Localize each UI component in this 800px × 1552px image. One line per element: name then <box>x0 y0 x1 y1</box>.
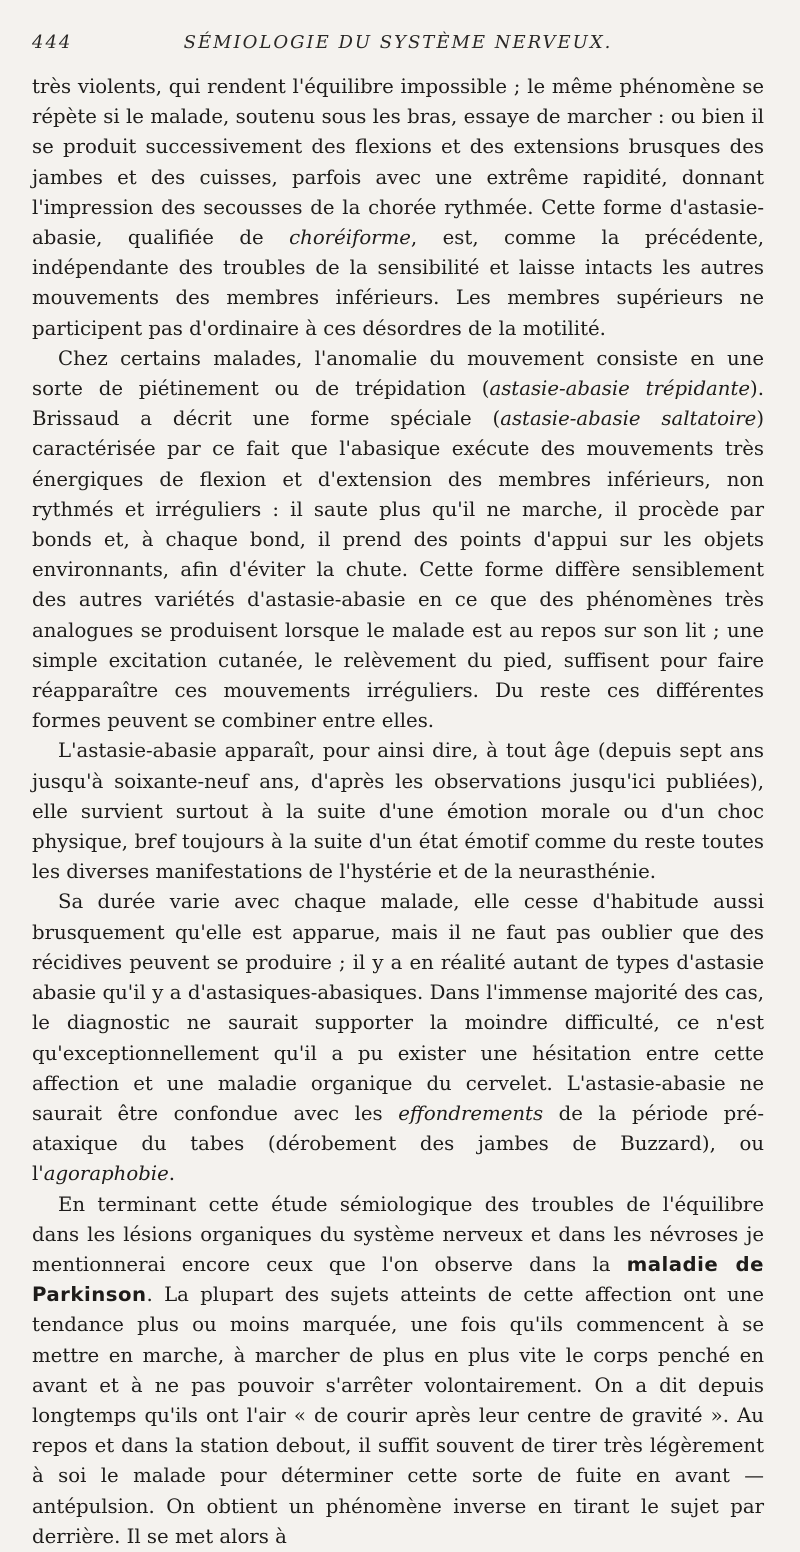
text-run: très violents, qui rendent l'équilibre impossible ; le même phénomène se répète si le malade, soutenu sous les bras, essaye de marcher : ou bien il se produit successivement des flexions et des extensions brusques des jambes et des cuisses, parfois avec une extrême rapidité, donnant l'impression des secousses de la chorée rythmée. Cette forme d'astasie-abasie, qualifiée de <box>32 75 764 250</box>
text-run: . La plupart des sujets atteints de cette affection ont une tendance plus ou moins marquée, une fois qu'ils commencent à se mettre en marche, à marcher de plus en plus vite le corps penché en avant et à ne pas pouvoir s'arrêter volontairement. On a dit depuis longtemps qu'ils ont l'air « de courir après leur centre de gravité ». Au repos et dans la station debout, il suffit souvent de tirer très légèrement à soi le malade pour déterminer cette sorte de fuite en avant — antépulsion. On obtient un phénomène inverse en tirant le sujet par derrière. Il se met alors à <box>32 1283 764 1548</box>
paragraph-parkinson <box>32 1190 764 1552</box>
italic-term: choréiforme <box>289 226 411 250</box>
page-number: 444 <box>32 32 73 53</box>
text-run: ) caractérisée par ce fait que l'abasique exécute des mouvements très énergiques de flexion et d'extension des membres inférieurs, non rythmés et irréguliers : il saute plus qu'il ne marche, il procède par bonds et, à chaque bond, il prend des points d'appui sur les objets environnants, afin d'éviter la chute. Cette forme diffère sensiblement des autres variétés d'astasie-abasie en ce que des phénomènes très analogues se produisent lorsque le malade est au repos sur son lit ; une simple excitation cutanée, le relèvement du pied, suffisent pour faire réapparaître ces mouvements irréguliers. Du reste ces différentes formes peuvent se combiner entre elles. <box>32 407 764 733</box>
running-head <box>32 28 764 60</box>
paragraph-continued <box>32 72 764 344</box>
text-run: Sa durée varie avec chaque malade, elle cesse d'habitude aussi brusquement qu'elle est apparue, mais il ne faut pas oublier que des récidives peuvent se produire ; il y a en réalité autant de types d'astasie abasie qu'il y a d'astasiques-abasiques. Dans l'immense majorité des cas, le diagnostic ne saurait supporter la moindre difficulté, ce n'est qu'exceptionnellement qu'il a pu exister une hésitation entre cette affection et une maladie organique du cervelet. L'astasie-abasie ne saurait être confondue avec les <box>32 890 764 1125</box>
paragraph-age <box>32 736 764 887</box>
text-run: ). Brissaud a décrit une forme spéciale ( <box>32 377 764 431</box>
text-run: En terminant cette étude sémiologique des troubles de l'équilibre dans les lésions organiques du système nerveux et dans les névroses je mentionnerai encore ceux que l'on observe dans la <box>32 1192 764 1276</box>
italic-term: agoraphobie <box>43 1162 169 1186</box>
italic-term: astasie-abasie trépidante <box>489 377 751 401</box>
bold-term: maladie de Parkinson <box>32 1252 765 1307</box>
paragraph-trepidante <box>32 344 764 737</box>
italic-term: effondrements <box>398 1101 544 1125</box>
text-run: Chez certains malades, l'anomalie du mouvement consiste en une sorte de piétinement ou de trépidation ( <box>32 346 764 401</box>
text-run: . <box>168 1162 176 1186</box>
running-title: SÉMIOLOGIE DU SYSTÈME NERVEUX. <box>183 32 613 53</box>
paragraph-duree <box>32 887 764 1189</box>
text-run: de la période pré-ataxique du tabes (dérobement des jambes de Buzzard), ou l' <box>32 1101 764 1186</box>
text-run: , est, comme la précédente, indépendante des troubles de la sensibilité et laisse intacts les autres mouvements des membres inférieurs. Les membres supérieurs ne participent pas d'ordinaire à ces désordres de la motilité. <box>32 226 764 340</box>
text-run: L'astasie-abasie apparaît, pour ainsi dire, à tout âge (depuis sept ans jusqu'à soixante-neuf ans, d'après les observations jusqu'ici publiées), elle survient surtout à la suite d'une émotion morale ou d'un choc physique, bref toujours à la suite d'un état émotif comme du reste toutes les diverses manifestations de l'hystérie et de la neurasthénie. <box>32 739 764 884</box>
italic-term: astasie-abasie saltatoire <box>500 407 757 431</box>
body-text <box>32 72 764 1552</box>
